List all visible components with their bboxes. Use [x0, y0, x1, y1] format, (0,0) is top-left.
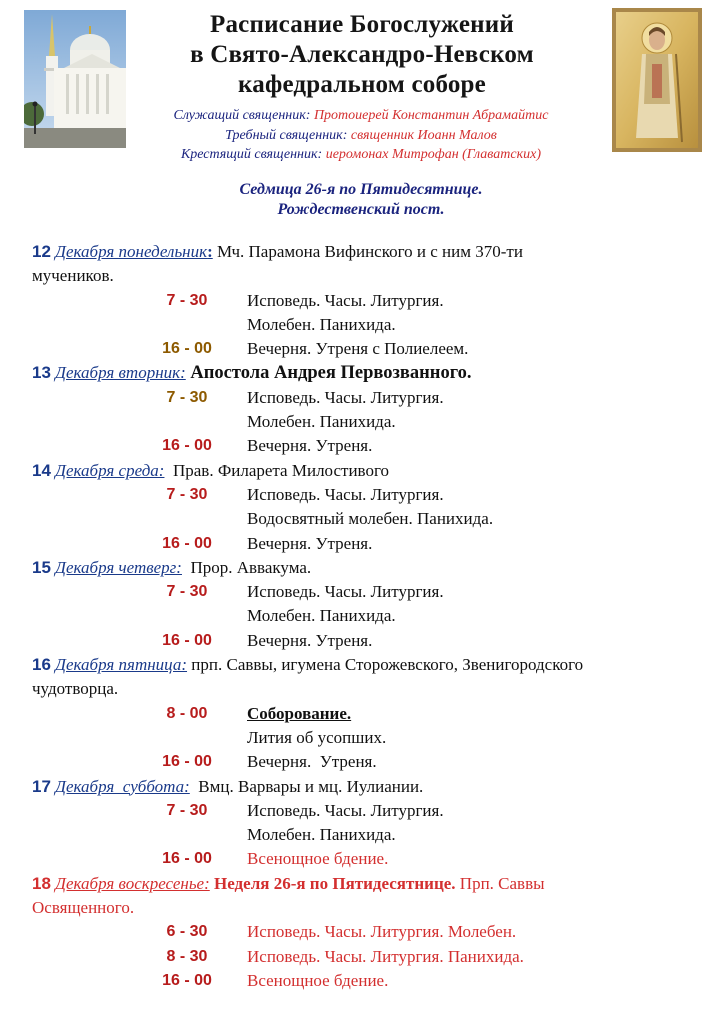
- service-desc: Вечерня. Утреня.: [247, 436, 373, 456]
- service-desc: Всенощное бдение.: [247, 849, 389, 869]
- saint-icon: [612, 8, 702, 152]
- service-desc: Исповедь. Часы. Литургия.: [247, 387, 444, 407]
- service-time: 7 - 30: [166, 388, 208, 406]
- service-time: 6 - 30: [166, 923, 208, 941]
- service-row: [32, 969, 702, 993]
- feast-continuation: Освященного.: [32, 898, 135, 918]
- day-number: 13: [32, 363, 51, 383]
- service-desc: Молебен. Панихида.: [247, 314, 396, 334]
- day-of-week: Декабря среда:: [55, 460, 165, 480]
- service-time: 16 - 00: [162, 340, 212, 358]
- service-time: 16 - 00: [162, 631, 212, 649]
- service-row: [32, 823, 702, 847]
- day-heading: [32, 653, 702, 677]
- service-row: [32, 483, 702, 507]
- service-desc: Исповедь. Часы. Литургия.: [247, 484, 444, 504]
- service-row: [32, 629, 702, 653]
- service-desc: Всенощное бдение.: [247, 970, 389, 990]
- clergy-role: Крестящий священник:: [180, 147, 326, 162]
- service-row: [32, 337, 702, 361]
- feast-name: прп. Саввы, игумена Сторожевского, Звенигородского: [187, 655, 584, 675]
- weekly-schedule: [32, 240, 702, 993]
- service-row: [32, 920, 702, 944]
- service-time: 7 - 30: [166, 801, 208, 819]
- day-of-week: Декабря четверг:: [55, 557, 182, 577]
- service-desc: Водосвятный молебен. Панихида.: [247, 509, 494, 529]
- service-desc: Молебен. Панихида.: [247, 825, 396, 845]
- week-heading: [130, 180, 592, 220]
- service-desc: Молебен. Панихида.: [247, 606, 396, 626]
- clergy-name: иеромонах Митрофан (Главатских): [325, 147, 542, 162]
- day-of-week: Декабря понедельник: [55, 242, 208, 261]
- service-time: 16 - 00: [162, 437, 212, 455]
- day-heading: [32, 240, 702, 264]
- day-heading: [32, 775, 702, 799]
- page-title: [140, 10, 584, 100]
- day-heading: [32, 459, 702, 483]
- service-desc: Исповедь. Часы. Литургия.: [247, 800, 444, 820]
- feast-name: Прп. Саввы: [455, 873, 545, 893]
- feast-name: Прав. Филарета Милостивого: [164, 460, 390, 480]
- day-number: 14: [32, 460, 51, 480]
- service-time: 16 - 00: [162, 971, 212, 989]
- day-heading: [32, 361, 702, 385]
- service-row: [32, 945, 702, 969]
- service-row: [32, 750, 702, 774]
- day-of-week: Декабря воскресенье:: [55, 873, 210, 893]
- service-desc: Вечерня. Утреня с Полиелеем.: [247, 339, 469, 359]
- title-line: Расписание Богослужений: [210, 11, 514, 38]
- service-time: 16 - 00: [162, 534, 212, 552]
- service-row: [32, 726, 702, 750]
- service-row: [32, 313, 702, 337]
- service-time: 7 - 30: [166, 291, 208, 309]
- feast-name: Апостола Андрея Первозванного.: [185, 363, 472, 384]
- day-number: 12: [32, 242, 51, 261]
- service-time: 16 - 00: [162, 753, 212, 771]
- clergy-name: священник Иоанн Малов: [350, 127, 497, 143]
- service-row: [32, 702, 702, 726]
- feast-name: Прор. Аввакума.: [181, 557, 312, 577]
- day-of-week: Декабря пятница:: [55, 655, 188, 675]
- service-desc: Вечерня. Утреня.: [247, 533, 373, 553]
- clergy-line: [130, 106, 592, 126]
- clergy-line: [130, 145, 592, 165]
- feast-continuation: мучеников.: [32, 266, 114, 286]
- day-of-week: Декабря вторник:: [55, 363, 186, 383]
- service-row: [32, 799, 702, 823]
- service-row: [32, 386, 702, 410]
- clergy-name: Протоиерей Константин Абрамайтис: [313, 108, 549, 123]
- service-row: [32, 580, 702, 604]
- service-row: [32, 532, 702, 556]
- service-row: [32, 434, 702, 458]
- day-number: 16: [32, 655, 51, 675]
- service-row: [32, 604, 702, 628]
- service-desc: Лития об усопших.: [247, 727, 387, 747]
- cathedral-photo: [24, 10, 126, 148]
- service-row: [32, 289, 702, 313]
- feast-continuation: чудотворца.: [32, 679, 119, 699]
- page-header: [0, 0, 724, 232]
- title-line: в Свято-Александро-Невском: [190, 41, 534, 68]
- service-desc: Вечерня. Утреня.: [247, 630, 373, 650]
- feast-name-bold: Неделя 26-я по Пятидесятнице.: [209, 873, 456, 893]
- feast-name: Вмц. Варвары и мц. Иулиании.: [189, 776, 424, 796]
- service-time: 8 - 30: [166, 947, 208, 965]
- service-desc: Исповедь. Часы. Литургия. Молебен.: [247, 922, 517, 942]
- week-line: Седмица 26-я по Пятидесятнице.: [239, 181, 483, 198]
- service-desc: Вечерня. Утреня.: [247, 752, 377, 772]
- service-row: [32, 410, 702, 434]
- day-heading: [32, 556, 702, 580]
- clergy-list: [130, 106, 592, 165]
- week-line: Рождественский пост.: [277, 201, 445, 218]
- service-time: 8 - 00: [166, 704, 208, 722]
- service-time: 16 - 00: [162, 850, 212, 868]
- service-desc: Соборование.: [247, 703, 352, 723]
- service-desc: Молебен. Панихида.: [247, 412, 396, 432]
- service-desc: Исповедь. Часы. Литургия. Панихида.: [247, 946, 524, 966]
- day-number: 18: [32, 873, 51, 893]
- feast-name: Мч. Парамона Вифинского и с ним 370-ти: [212, 242, 523, 261]
- day-separator: :: [207, 242, 213, 261]
- day-number: 17: [32, 776, 51, 796]
- clergy-role: Служащий священник:: [173, 108, 314, 123]
- service-desc: Исповедь. Часы. Литургия.: [247, 290, 444, 310]
- service-row: [32, 507, 702, 531]
- service-row: [32, 847, 702, 871]
- clergy-role: Требный священник:: [225, 127, 351, 143]
- clergy-line: [130, 126, 592, 146]
- service-time: 7 - 30: [166, 485, 208, 503]
- service-time: 7 - 30: [166, 583, 208, 601]
- day-number: 15: [32, 557, 51, 577]
- day-of-week: Декабря суббота:: [55, 776, 190, 796]
- title-line: кафедральном соборе: [238, 71, 486, 98]
- service-desc: Исповедь. Часы. Литургия.: [247, 582, 444, 602]
- day-heading: [32, 872, 702, 896]
